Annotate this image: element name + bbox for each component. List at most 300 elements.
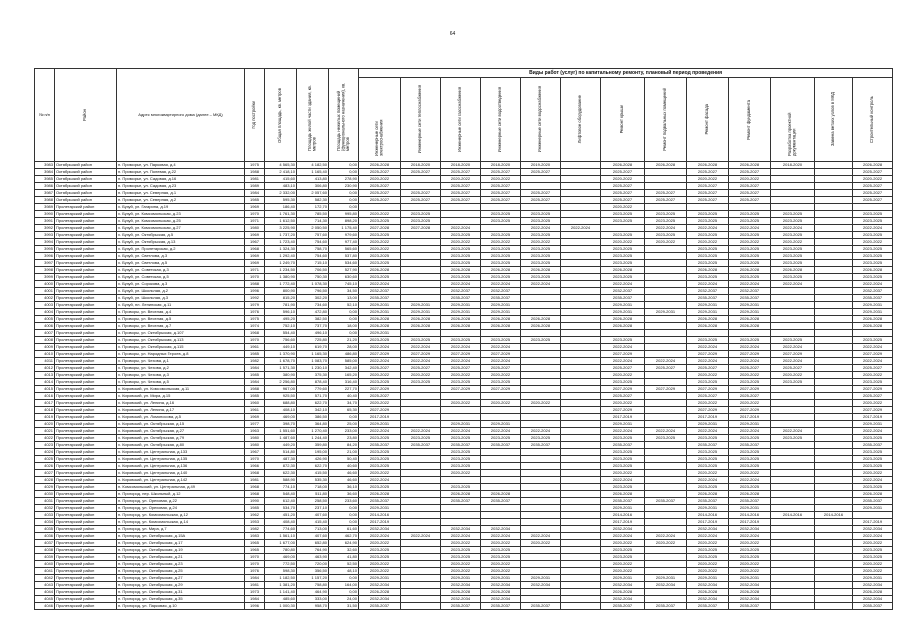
- table-cell: [645, 400, 687, 407]
- table-row: [35, 435, 893, 442]
- table-cell: [815, 596, 853, 603]
- table-cell: 2017-2019: [359, 414, 401, 421]
- table-cell: [645, 260, 687, 267]
- table-cell: 2023-2025: [687, 218, 729, 225]
- table-cell: [815, 211, 853, 218]
- table-cell: [521, 302, 561, 309]
- table-cell: 2026-2028: [729, 323, 771, 330]
- table-cell: 2035-2037: [601, 295, 645, 302]
- table-cell: 2014-2016: [771, 512, 815, 519]
- table-cell: [521, 596, 561, 603]
- table-cell: 2018-2020: [401, 162, 441, 169]
- table-row: [35, 260, 893, 267]
- table-cell: 2032-2034: [359, 526, 401, 533]
- table-cell: 4005: [35, 316, 55, 323]
- table-cell: 2022-2024: [729, 477, 771, 484]
- table-cell: [561, 281, 601, 288]
- table-cell: 2026-2028: [687, 162, 729, 169]
- table-cell: 630,60: [329, 274, 359, 281]
- table-cell: 2023-2025: [601, 232, 645, 239]
- table-cell: х. Бузуй, ул. Советская, д.3: [117, 267, 245, 274]
- table-cell: 2032-2037: [441, 288, 481, 295]
- table-cell: [815, 393, 853, 400]
- table-cell: 3986: [35, 183, 55, 190]
- table-cell: 2020-2022: [359, 540, 401, 547]
- table-cell: 764,90: [297, 547, 329, 554]
- table-cell: 2025-2027: [481, 169, 521, 176]
- header-work-label: Инженерные сети водоснабжения: [537, 86, 543, 153]
- table-cell: 2020-2022: [359, 211, 401, 218]
- table-cell: 2020-2022: [687, 372, 729, 379]
- table-cell: 2035-2037: [687, 442, 729, 449]
- table-cell: [521, 491, 561, 498]
- table-cell: [401, 260, 441, 267]
- table-cell: 4043: [35, 582, 55, 589]
- table-cell: [401, 253, 441, 260]
- table-cell: х. Бузуй, ул. Октябрьская, д.13: [117, 239, 245, 246]
- table-cell: х. Проворы, ул. Чехова, д.1: [117, 358, 245, 365]
- table-cell: 2027-2029: [481, 351, 521, 358]
- table-cell: [815, 309, 853, 316]
- table-cell: 1985: [245, 372, 265, 379]
- table-cell: 3 225,90: [265, 225, 297, 232]
- table-cell: 2020-2022: [729, 372, 771, 379]
- table-cell: 1981: [245, 176, 265, 183]
- table-cell: 2017-2019: [729, 414, 771, 421]
- page-number: 64: [449, 31, 456, 37]
- table-cell: 2023-2025: [359, 456, 401, 463]
- table-cell: [815, 589, 853, 596]
- table-cell: [561, 575, 601, 582]
- table-cell: 2014-2016: [729, 512, 771, 519]
- table-cell: [521, 526, 561, 533]
- table-cell: 2035-2037: [481, 295, 521, 302]
- table-cell: [815, 442, 853, 449]
- table-cell: [561, 365, 601, 372]
- table-row: [35, 505, 893, 512]
- table-cell: 2023-2025: [481, 547, 521, 554]
- table-cell: 2023-2025: [853, 211, 893, 218]
- table-cell: [561, 267, 601, 274]
- table-cell: 2027-2029: [441, 386, 481, 393]
- table-cell: Пролетарский район: [55, 491, 117, 498]
- table-cell: 4034: [35, 519, 55, 526]
- table-cell: 2023-2025: [601, 554, 645, 561]
- header-living-area-label: Площадь жилой части здания, кв. метров: [306, 85, 317, 151]
- table-cell: [401, 456, 441, 463]
- table-cell: 2027-2029: [771, 351, 815, 358]
- table-cell: [561, 323, 601, 330]
- table-row: [35, 295, 893, 302]
- table-cell: 2026-2028: [853, 491, 893, 498]
- table-cell: 2025-2027: [687, 393, 729, 400]
- table-cell: 2023-2025: [853, 484, 893, 491]
- table-cell: 3983: [35, 162, 55, 169]
- table-cell: 2022-2024: [645, 358, 687, 365]
- table-cell: 2023-2025: [481, 260, 521, 267]
- table-cell: 2029-2031: [729, 575, 771, 582]
- table-cell: 1980: [245, 442, 265, 449]
- table-cell: [359, 204, 401, 211]
- table-cell: [771, 442, 815, 449]
- table-cell: 1 772,40: [265, 281, 297, 288]
- table-cell: п. Пригород, ул. Октябрьская, д.17: [117, 540, 245, 547]
- table-cell: [401, 449, 441, 456]
- table-cell: 3995: [35, 246, 55, 253]
- table-cell: п. Пригород, пер. Школьный, д.12: [117, 491, 245, 498]
- table-cell: 2022-2024: [521, 533, 561, 540]
- table-cell: 1984: [245, 365, 265, 372]
- table-cell: 382,50: [297, 316, 329, 323]
- table-row: [35, 554, 893, 561]
- table-cell: 967,00: [265, 386, 297, 393]
- table-cell: 2022-2024: [687, 428, 729, 435]
- table-cell: 2023-2025: [729, 463, 771, 470]
- table-cell: 4003: [35, 302, 55, 309]
- table-cell: 4029: [35, 484, 55, 491]
- table-cell: 408,10: [265, 407, 297, 414]
- table-cell: 2023-2025: [771, 274, 815, 281]
- table-cell: Пролетарский район: [55, 596, 117, 603]
- table-cell: [561, 498, 601, 505]
- table-cell: [815, 330, 853, 337]
- table-cell: 2023-2025: [729, 456, 771, 463]
- table-cell: 872,30: [265, 463, 297, 470]
- header-work-7: [645, 78, 687, 162]
- table-cell: [481, 477, 521, 484]
- table-cell: [401, 232, 441, 239]
- table-cell: [815, 414, 853, 421]
- table-cell: 186,40: [265, 204, 297, 211]
- table-cell: [401, 603, 441, 610]
- table-cell: х. Бузуй, ул. Комсомольская, д.23: [117, 211, 245, 218]
- table-cell: 2023-2025: [521, 211, 561, 218]
- table-cell: 2023-2025: [853, 218, 893, 225]
- table-cell: 2025-2027: [441, 169, 481, 176]
- table-cell: 2027-2029: [729, 407, 771, 414]
- table-cell: 2020-2022: [481, 540, 521, 547]
- table-row: [35, 225, 893, 232]
- header-work-label: Инженерные сети газоснабжения: [457, 87, 463, 153]
- table-cell: х. Кировский, ул. Центральная, д.140: [117, 470, 245, 477]
- header-nonliving-area-label: Площадь нежилых помещений (функционального назначения), кв. метров: [335, 82, 350, 151]
- table-cell: Пролетарский район: [55, 477, 117, 484]
- table-cell: 537,80: [329, 253, 359, 260]
- table-cell: [815, 554, 853, 561]
- table-cell: 1985: [245, 393, 265, 400]
- table-cell: Пролетарский район: [55, 589, 117, 596]
- table-cell: 2026-2028: [687, 589, 729, 596]
- table-cell: 1 487,60: [265, 435, 297, 442]
- table-cell: п. Комсомольский, ул. Центральная, д.49: [117, 484, 245, 491]
- table-cell: [481, 414, 521, 421]
- table-cell: [481, 449, 521, 456]
- table-cell: 2023-2025: [521, 253, 561, 260]
- table-cell: [561, 484, 601, 491]
- table-cell: 624,90: [329, 540, 359, 547]
- table-cell: 1984: [245, 596, 265, 603]
- table-cell: [645, 554, 687, 561]
- table-cell: [521, 344, 561, 351]
- table-cell: [645, 596, 687, 603]
- table-cell: 415,60: [265, 176, 297, 183]
- table-cell: 2023-2025: [645, 232, 687, 239]
- table-cell: 1 234,50: [265, 267, 297, 274]
- table-cell: 2020-2022: [601, 204, 645, 211]
- table-cell: [561, 218, 601, 225]
- header-total-area-label: Общая площадь, кв. метров: [277, 87, 283, 143]
- table-cell: 2025-2027: [441, 365, 481, 372]
- header-work-9: [729, 78, 771, 162]
- table-cell: Пролетарский район: [55, 372, 117, 379]
- table-cell: 2023-2025: [481, 379, 521, 386]
- table-cell: Пролетарский район: [55, 470, 117, 477]
- table-cell: 2035-2037: [441, 603, 481, 610]
- table-cell: 3985: [35, 176, 55, 183]
- table-cell: Пролетарский район: [55, 232, 117, 239]
- table-cell: 2029-2031: [601, 575, 645, 582]
- table-cell: [521, 351, 561, 358]
- table-cell: 2027-2029: [645, 386, 687, 393]
- table-cell: 2023-2025: [687, 246, 729, 253]
- table-cell: 2022-2024: [359, 428, 401, 435]
- table-row: [35, 491, 893, 498]
- table-cell: 2029-2031: [853, 302, 893, 309]
- table-cell: 2022-2024: [359, 344, 401, 351]
- table-cell: 2020-2022: [441, 568, 481, 575]
- table-cell: 2023-2025: [521, 274, 561, 281]
- table-cell: [521, 519, 561, 526]
- table-cell: 487,30: [265, 456, 297, 463]
- table-cell: 2026-2028: [601, 589, 645, 596]
- table-cell: 2022-2024: [853, 225, 893, 232]
- table-cell: Пролетарский район: [55, 337, 117, 344]
- table-cell: 2026-2028: [601, 491, 645, 498]
- table-cell: [521, 288, 561, 295]
- table-cell: [481, 470, 521, 477]
- capital-repair-plan-table: [34, 68, 883, 610]
- table-cell: 2035-2037: [359, 442, 401, 449]
- table-cell: [815, 337, 853, 344]
- table-cell: 779,60: [297, 386, 329, 393]
- table-cell: [771, 295, 815, 302]
- table-cell: 2027-2029: [601, 351, 645, 358]
- header-nonliving-area: [329, 69, 359, 162]
- table-cell: 4041: [35, 568, 55, 575]
- table-cell: 1983: [245, 533, 265, 540]
- table-cell: [561, 337, 601, 344]
- table-cell: 2029-2031: [729, 302, 771, 309]
- table-cell: 495,20: [265, 316, 297, 323]
- table-cell: 2026-2028: [481, 491, 521, 498]
- table-cell: 2023-2025: [687, 379, 729, 386]
- table-cell: 306,80: [297, 183, 329, 190]
- table-cell: 2026-2028: [481, 589, 521, 596]
- table-cell: 4037: [35, 540, 55, 547]
- table-cell: 2032-2034: [601, 582, 645, 589]
- table-cell: 2020-2022: [481, 176, 521, 183]
- table-cell: 2022-2024: [601, 477, 645, 484]
- table-cell: 4006: [35, 323, 55, 330]
- table-row: [35, 449, 893, 456]
- table-cell: 2025-2027: [441, 197, 481, 204]
- table-cell: 2029-2031: [645, 575, 687, 582]
- table-cell: 2023-2025: [687, 253, 729, 260]
- table-cell: 2023-2025: [601, 274, 645, 281]
- table-cell: 2029-2031: [441, 421, 481, 428]
- table-cell: 2022-2024: [441, 428, 481, 435]
- table-cell: 754,60: [297, 239, 329, 246]
- table-cell: [645, 421, 687, 428]
- table-cell: 757,60: [297, 232, 329, 239]
- table-cell: 2032-2037: [601, 288, 645, 295]
- table-cell: 4004: [35, 309, 55, 316]
- table-cell: [521, 358, 561, 365]
- table-cell: [815, 421, 853, 428]
- table-cell: 2020-2022: [521, 239, 561, 246]
- table-cell: 342,10: [297, 407, 329, 414]
- table-cell: 958,70: [297, 603, 329, 610]
- table-cell: 2023-2025: [601, 218, 645, 225]
- table-cell: 652,80: [297, 540, 329, 547]
- table-cell: 718,00: [297, 484, 329, 491]
- table-cell: 2029-2031: [687, 309, 729, 316]
- table-cell: [853, 330, 893, 337]
- table-cell: 2026-2028: [853, 267, 893, 274]
- table-cell: [561, 442, 601, 449]
- table-row: [35, 365, 893, 372]
- table-cell: [853, 204, 893, 211]
- table-cell: 2022-2024: [853, 428, 893, 435]
- table-cell: 2026-2028: [359, 491, 401, 498]
- table-cell: Октябрьский район: [55, 197, 117, 204]
- table-cell: 2023-2025: [601, 547, 645, 554]
- table-cell: [645, 330, 687, 337]
- table-cell: 2026-2028: [481, 267, 521, 274]
- table-cell: 21,00: [329, 449, 359, 456]
- table-cell: 2025-2027: [687, 365, 729, 372]
- table-row: [35, 330, 893, 337]
- table-cell: 2029-2031: [601, 302, 645, 309]
- table-cell: 2025-2027: [481, 183, 521, 190]
- table-cell: 596,10: [265, 309, 297, 316]
- header-work-label: Замена ветхих узлов в МКД: [830, 92, 836, 147]
- table-cell: [561, 372, 601, 379]
- header-year: [245, 69, 265, 162]
- table-cell: [729, 204, 771, 211]
- table-cell: 2023-2025: [441, 547, 481, 554]
- table-cell: [771, 596, 815, 603]
- table-cell: п. Пригород, ул. Ореховая, д.24: [117, 505, 245, 512]
- table-cell: 2032-2034: [441, 596, 481, 603]
- header-work-label: Лифтовое оборудование: [577, 95, 583, 144]
- table-cell: 1 370,90: [265, 351, 297, 358]
- table-cell: 2 057,60: [297, 190, 329, 197]
- table-cell: 2027-2029: [687, 407, 729, 414]
- table-cell: 2035-2037: [853, 442, 893, 449]
- table-cell: [521, 561, 561, 568]
- table-cell: 2025-2027: [729, 393, 771, 400]
- table-cell: 359,80: [297, 442, 329, 449]
- table-cell: 925,50: [265, 393, 297, 400]
- table-cell: 995,80: [329, 211, 359, 218]
- table-cell: [521, 498, 561, 505]
- table-cell: [441, 393, 481, 400]
- table-cell: 1970: [245, 337, 265, 344]
- table-cell: [645, 477, 687, 484]
- table-cell: 2023-2025: [687, 211, 729, 218]
- table-cell: 1 230,10: [297, 365, 329, 372]
- table-cell: [815, 190, 853, 197]
- table-cell: 2025-2027: [481, 197, 521, 204]
- header-work-label: Инженерные сети электроснабжения: [373, 119, 384, 156]
- table-cell: 258,50: [297, 498, 329, 505]
- table-cell: 2022-2024: [853, 533, 893, 540]
- table-cell: [561, 393, 601, 400]
- table-cell: 2026-2028: [521, 323, 561, 330]
- table-cell: 2023-2025: [645, 218, 687, 225]
- table-cell: 2029-2031: [687, 421, 729, 428]
- table-cell: 2022-2024: [729, 344, 771, 351]
- table-cell: 1 083,70: [297, 358, 329, 365]
- table-cell: 4023: [35, 442, 55, 449]
- table-cell: 1980: [245, 435, 265, 442]
- table-cell: 2035-2037: [359, 295, 401, 302]
- table-cell: 2023-2025: [687, 554, 729, 561]
- table-cell: [401, 281, 441, 288]
- table-cell: [401, 246, 441, 253]
- table-cell: 2025-2027: [601, 190, 645, 197]
- table-cell: [561, 477, 601, 484]
- table-cell: [771, 519, 815, 526]
- table-cell: 2022-2024: [441, 225, 481, 232]
- table-cell: 4002: [35, 295, 55, 302]
- table-cell: [771, 323, 815, 330]
- table-cell: 2023-2025: [645, 211, 687, 218]
- table-cell: 2023-2025: [601, 484, 645, 491]
- table-cell: 2023-2025: [729, 379, 771, 386]
- table-cell: 2035-2037: [645, 603, 687, 610]
- table-cell: [815, 232, 853, 239]
- table-row: [35, 372, 893, 379]
- table-cell: [561, 330, 601, 337]
- table-cell: [561, 253, 601, 260]
- table-cell: 2023-2025: [359, 260, 401, 267]
- table-cell: 2025-2027: [687, 197, 729, 204]
- table-cell: 4010: [35, 351, 55, 358]
- header-work-3: [481, 78, 521, 162]
- table-cell: 1965: [245, 540, 265, 547]
- table-cell: 1988: [245, 169, 265, 176]
- table-cell: 612,40: [265, 498, 297, 505]
- table-cell: [645, 344, 687, 351]
- table-cell: 2023-2025: [853, 456, 893, 463]
- table-cell: 2020-2022: [853, 540, 893, 547]
- table-cell: 2032-2034: [729, 596, 771, 603]
- table-cell: [771, 414, 815, 421]
- table-cell: 2023-2025: [401, 379, 441, 386]
- table-cell: 2023-2025: [521, 435, 561, 442]
- table-cell: 407,60: [297, 533, 329, 540]
- table-cell: [645, 393, 687, 400]
- table-cell: х. Проворы, ул. Веселая, д.4: [117, 309, 245, 316]
- table-cell: 2023-2025: [359, 449, 401, 456]
- table-cell: [521, 449, 561, 456]
- table-cell: [401, 505, 441, 512]
- table-cell: 2029-2031: [601, 309, 645, 316]
- table-cell: 2032-2037: [687, 288, 729, 295]
- table-cell: 534,70: [265, 505, 297, 512]
